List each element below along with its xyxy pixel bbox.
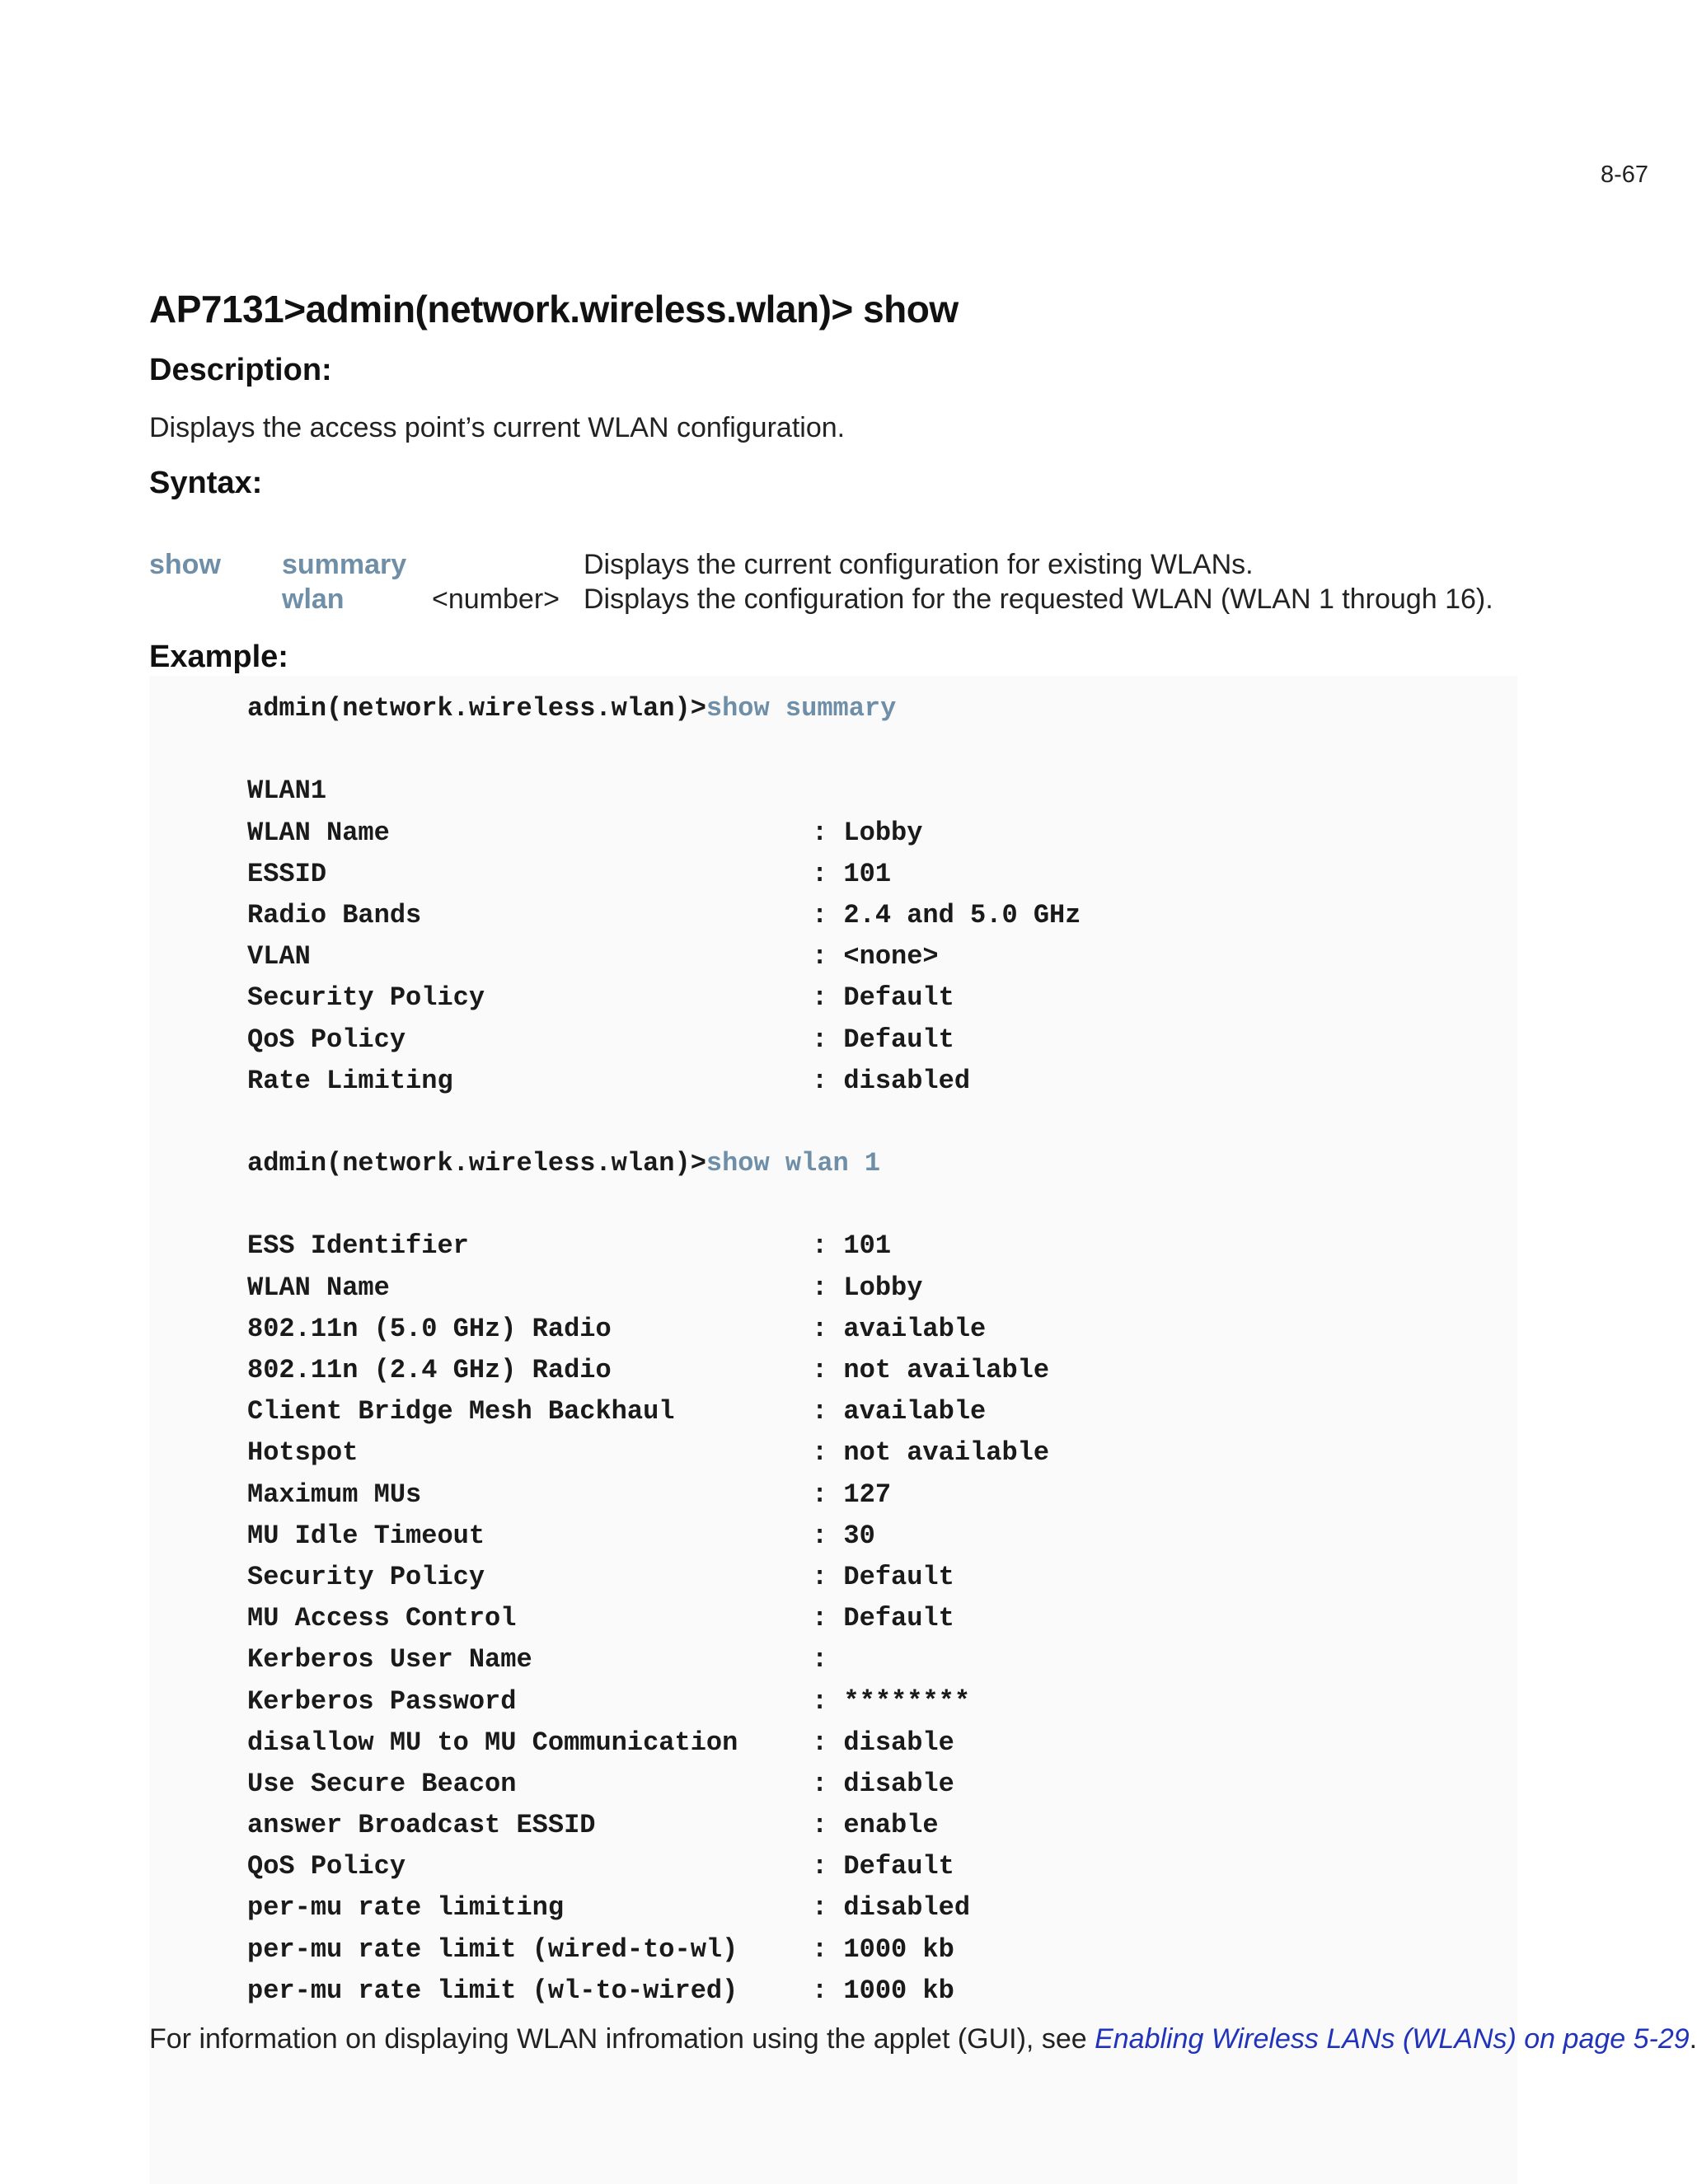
config-row [247, 1432, 1050, 1474]
config-key: Kerberos User Name [247, 1644, 532, 1675]
config-value: : Lobby [812, 1272, 923, 1303]
example-label: Example: [149, 640, 288, 674]
config-value: : disable [812, 1768, 954, 1799]
blank-line [247, 1184, 896, 1226]
config-value: : enable [812, 1810, 939, 1841]
config-value: : disabled [812, 1892, 971, 1924]
config-row [247, 1971, 954, 2012]
config-value: : available [812, 1396, 987, 1427]
config-value: : disable [812, 1727, 954, 1758]
syntax-argument: <number> [432, 583, 560, 615]
config-key: Maximum MUs [247, 1479, 422, 1510]
config-value: : ******** [812, 1685, 971, 1717]
wlan-output [247, 1226, 1050, 2012]
syntax-row [149, 547, 1550, 582]
config-row [247, 1474, 896, 1516]
config-key: per-mu rate limit (wl-to-wired) [247, 1975, 738, 2006]
syntax-subcommand: wlan [282, 583, 345, 615]
config-key: ESS Identifier [247, 1230, 469, 1262]
config-key: QoS Policy [247, 1024, 406, 1055]
config-row [247, 977, 954, 1019]
page-title: AP7131>admin(network.wireless.wlan)> show [149, 288, 959, 330]
config-row [247, 936, 939, 977]
config-key: answer Broadcast ESSID [247, 1810, 596, 1841]
config-value: : Default [812, 1024, 954, 1055]
prompt: admin(network.wireless.wlan)> [247, 1148, 706, 1179]
config-value: : 2.4 and 5.0 GHz [812, 899, 1081, 930]
config-key: per-mu rate limit (wired-to-wl) [247, 1933, 738, 1965]
config-row [247, 1929, 954, 1971]
config-key: WLAN Name [247, 1272, 390, 1303]
config-key: Kerberos Password [247, 1685, 517, 1717]
prompt: admin(network.wireless.wlan)> [247, 693, 706, 724]
syntax-table [149, 547, 1550, 616]
syntax-row [149, 582, 1550, 616]
command-line [247, 1143, 896, 1184]
config-row [247, 1681, 971, 1722]
config-key: ESSID [247, 858, 327, 889]
config-row [247, 1309, 987, 1350]
example-code [247, 688, 1081, 2012]
config-key: Use Secure Beacon [247, 1768, 517, 1799]
config-row [247, 1268, 923, 1309]
config-row [247, 1846, 954, 1887]
config-value: : not available [812, 1437, 1050, 1469]
config-row [247, 1887, 971, 1929]
config-row [247, 1639, 896, 1680]
config-row [247, 813, 923, 854]
command: show summary [706, 693, 897, 724]
config-key: Security Policy [247, 982, 485, 1014]
config-key: disallow MU to MU Communication [247, 1727, 738, 1758]
config-row [247, 1391, 987, 1432]
config-value: : 1000 kb [812, 1933, 954, 1965]
config-row [247, 1805, 939, 1846]
syntax-label: Syntax: [149, 466, 263, 500]
config-key: Client Bridge Mesh Backhaul [247, 1396, 675, 1427]
config-value: : available [812, 1313, 987, 1344]
config-row [247, 1598, 954, 1639]
command-line [247, 688, 896, 729]
summary-output [247, 813, 1081, 1102]
config-value: : Default [812, 1603, 954, 1634]
syntax-command: show [149, 549, 221, 580]
config-row [247, 1226, 896, 1267]
description-text: Displays the access point’s current WLAN configuration. [149, 412, 846, 443]
footer-end: . [1689, 2023, 1697, 2055]
config-row [247, 895, 1081, 936]
config-row [247, 1557, 954, 1598]
footer-note [149, 2023, 1697, 2055]
config-key: WLAN Name [247, 817, 390, 848]
config-value: : not available [812, 1355, 1050, 1385]
config-value: : 101 [812, 1230, 892, 1262]
config-row [247, 1516, 896, 1557]
config-row [247, 1350, 1050, 1391]
config-value: : Default [812, 1561, 954, 1592]
config-value: : Default [812, 982, 954, 1014]
config-value: : Lobby [812, 817, 923, 848]
config-key: Radio Bands [247, 899, 422, 930]
config-value: : 1000 kb [812, 1975, 954, 2006]
config-value: : [812, 1644, 828, 1675]
config-value: : <none> [812, 941, 939, 972]
config-row [247, 854, 896, 895]
config-key: MU Access Control [247, 1603, 517, 1634]
config-value: : 30 [812, 1520, 875, 1551]
config-key: 802.11n (2.4 GHz) Radio [247, 1355, 612, 1385]
command: show wlan 1 [706, 1148, 881, 1179]
syntax-description: Displays the current configuration for existing WLANs. [584, 549, 1254, 580]
config-key: 802.11n (5.0 GHz) Radio [247, 1313, 612, 1344]
description-label: Description: [149, 353, 332, 387]
config-key: Rate Limiting [247, 1065, 453, 1096]
config-key: per-mu rate limiting [247, 1892, 565, 1924]
cross-reference-link[interactable]: Enabling Wireless LANs (WLANs) on page 5-29 [1095, 2023, 1690, 2055]
config-row [247, 1764, 954, 1805]
config-row [247, 1019, 954, 1061]
config-key: VLAN [247, 941, 311, 972]
blank-line [247, 1102, 896, 1143]
syntax-subcommand: summary [282, 549, 407, 580]
config-value: : 127 [812, 1479, 892, 1510]
config-key: Hotspot [247, 1437, 359, 1469]
footer-text: For information on displaying WLAN infromation using the applet (GUI), see [149, 2023, 1095, 2055]
config-key: QoS Policy [247, 1851, 406, 1882]
syntax-description: Displays the configuration for the requested WLAN (WLAN 1 through 16). [584, 583, 1493, 615]
summary-title: WLAN1 [247, 776, 327, 807]
page-number: 8-67 [1600, 162, 1648, 188]
config-value: : disabled [812, 1065, 971, 1096]
config-row [247, 1061, 971, 1102]
config-value: : Default [812, 1851, 954, 1882]
config-key: Security Policy [247, 1561, 485, 1592]
config-row [247, 1722, 954, 1764]
blank-line [247, 729, 896, 771]
config-key: MU Idle Timeout [247, 1520, 485, 1551]
config-value: : 101 [812, 858, 892, 889]
